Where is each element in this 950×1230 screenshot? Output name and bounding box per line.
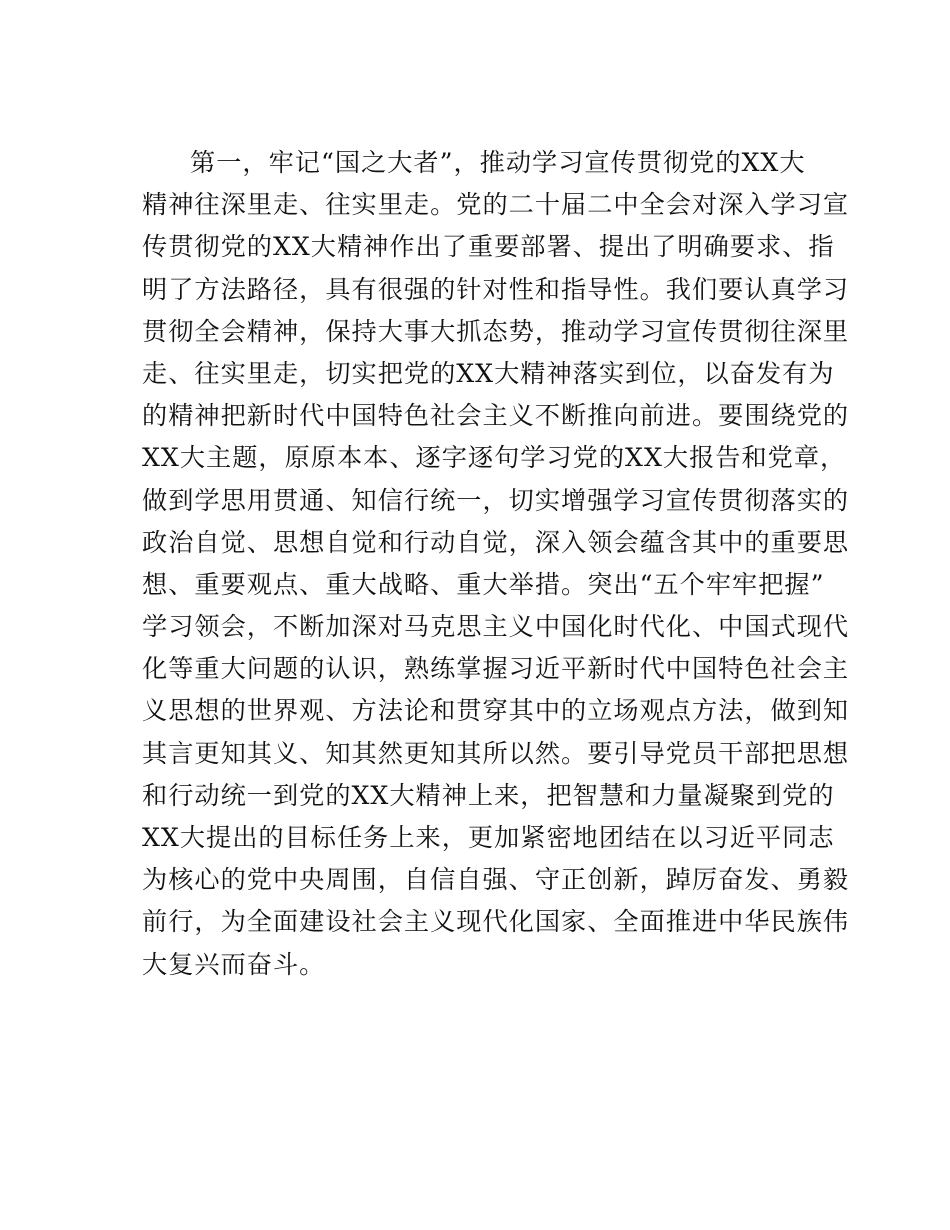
paragraph-line: 化等重大问题的认识，熟练掌握习近平新时代中国特色社会主 <box>142 654 850 684</box>
paragraph-line: 传贯彻党的XX大精神作出了重要部署、提出了明确要求、指 <box>142 232 835 262</box>
paragraph-line: 其言更知其义、知其然更知其所以然。要引导党员干部把思想 <box>142 738 850 768</box>
paragraph-line: 前行，为全面建设社会主义现代化国家、全面推进中华民族伟 <box>142 907 850 937</box>
body-paragraph <box>142 142 850 986</box>
paragraph-line: 明了方法路径，具有很强的针对性和指导性。我们要认真学习 <box>142 274 850 304</box>
paragraph-line: 做到学思用贯通、知信行统一，切实增强学习宣传贯彻落实的 <box>142 485 850 515</box>
paragraph-line: 义思想的世界观、方法论和贯穿其中的立场观点方法，做到知 <box>142 696 850 726</box>
paragraph-line: 和行动统一到党的XX大精神上来，把智慧和力量凝聚到党的 <box>142 780 835 810</box>
paragraph-line: 第一，牢记“国之大者”，推动学习宣传贯彻党的XX大 <box>190 148 806 177</box>
paragraph-line: 学习领会，不断加深对马克思主义中国化时代化、中国式现代 <box>142 612 850 642</box>
paragraph-line: 贯彻全会精神，保持大事大抓态势，推动学习宣传贯彻往深里 <box>142 316 850 346</box>
paragraph-line: 走、往实里走，切实把党的XX大精神落实到位，以奋发有为 <box>142 358 835 388</box>
paragraph-line: XX大主题，原原本本、逐字逐句学习党的XX大报告和党章， <box>142 443 847 473</box>
paragraph-line: XX大提出的目标任务上来，更加紧密地团结在以习近平同志 <box>142 823 835 852</box>
paragraph-line: 政治自觉、思想自觉和行动自觉，深入领会蕴含其中的重要思 <box>142 527 850 557</box>
paragraph-line: 想、重要观点、重大战略、重大举措。突出“五个牢牢把握” <box>142 569 825 599</box>
paragraph-line: 的精神把新时代中国特色社会主义不断推向前进。要围绕党的 <box>142 401 850 431</box>
paragraph-line: 为核心的党中央周围，自信自强、守正创新，踔厉奋发、勇毅 <box>142 865 850 895</box>
paragraph-line: 精神往深里走、往实里走。党的二十届二中全会对深入学习宣 <box>142 190 850 220</box>
paragraph-line: 大复兴而奋斗。 <box>142 949 326 979</box>
